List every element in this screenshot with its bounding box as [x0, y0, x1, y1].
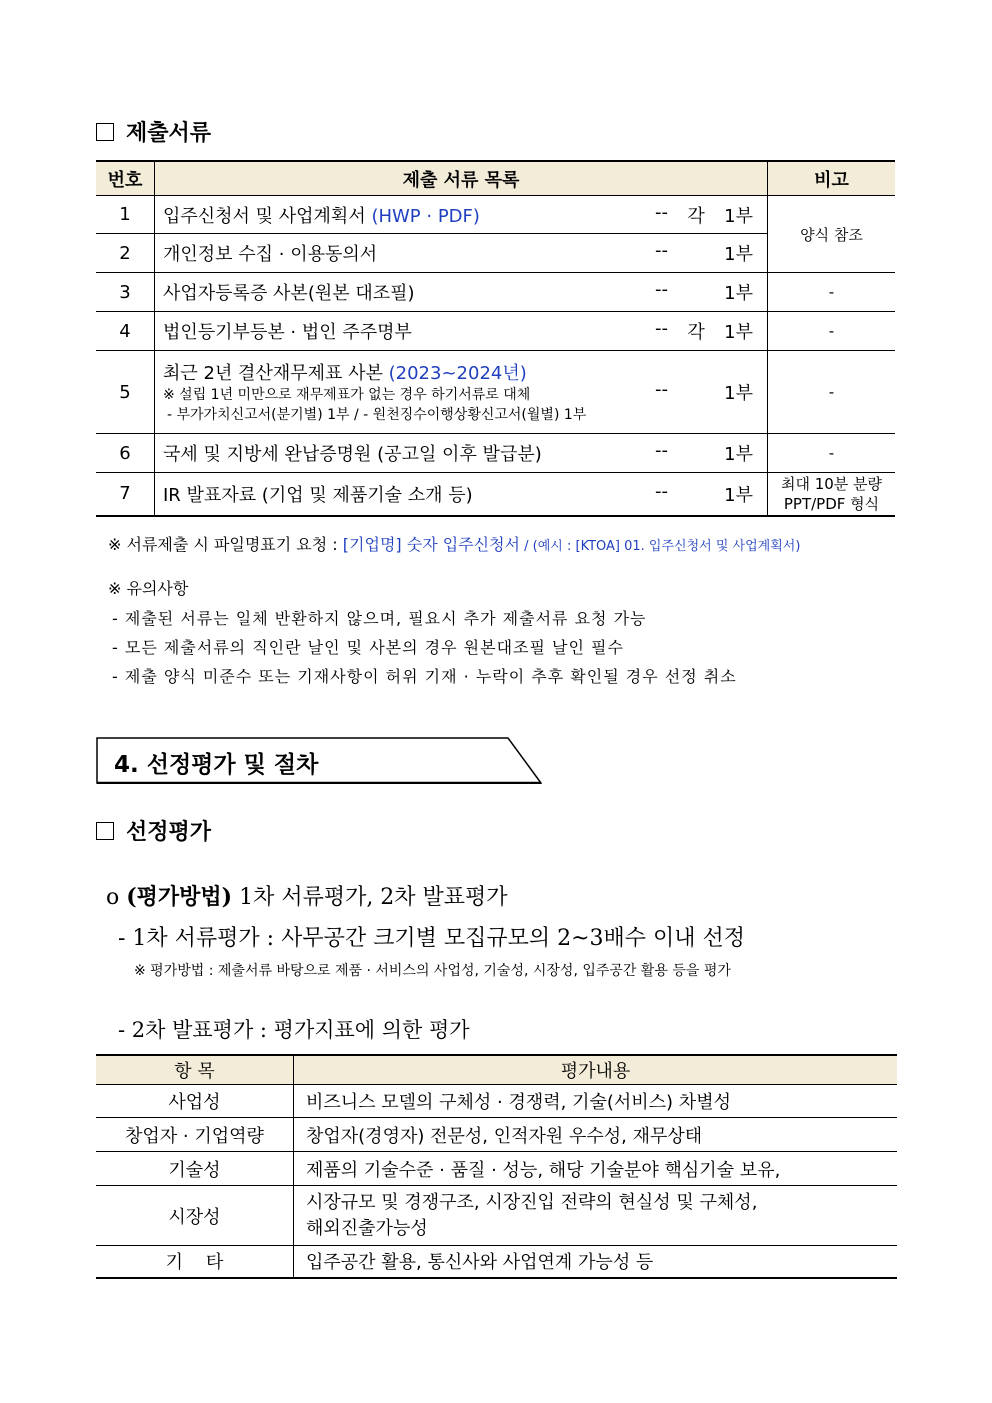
criteria-content: 비즈니스 모델의 구체성 · 경쟁력, 기술(서비스) 차별성 [294, 1085, 898, 1118]
document-period: (2023~2024년) [388, 363, 527, 384]
method-label: (평가방법) [126, 884, 233, 910]
filename-note-prefix: ※ 서류제출 시 파일명표기 요청 : [108, 535, 343, 554]
section-4-banner [96, 737, 542, 784]
submission-heading [96, 116, 211, 147]
row-remark: - [768, 273, 896, 312]
criteria-item: 기 타 [96, 1246, 294, 1278]
qty-prefix [693, 440, 699, 466]
row-number: 4 [96, 312, 155, 351]
caution-item: - 제출된 서류는 일체 반환하지 않으며, 필요시 추가 제출서류 요청 가능 [112, 609, 647, 628]
criteria-item: 사업성 [96, 1085, 294, 1118]
dash: -- [655, 379, 668, 400]
dash: -- [655, 240, 668, 261]
dash: -- [655, 480, 668, 502]
qty: 1부 [724, 283, 753, 304]
qty: 1부 [724, 244, 753, 265]
table-row [96, 312, 895, 351]
criteria-item: 시장성 [96, 1186, 294, 1246]
row-document [155, 273, 768, 312]
table-header-row [96, 161, 895, 196]
evaluation-criteria-table [96, 1054, 897, 1279]
qty-prefix: 각 [687, 322, 705, 343]
document-name: 법인등기부등본 · 법인 주주명부 [163, 322, 412, 343]
table-row [96, 1118, 897, 1152]
document-name: 입주신청서 및 사업계획서 [163, 205, 366, 227]
row-number: 5 [96, 351, 155, 434]
qty-prefix: 각 [687, 205, 705, 227]
caution-title: ※ 유의사항 [108, 579, 189, 598]
row-remark: - [768, 434, 896, 473]
filename-format: [기업명] 숫자 입주신청서 [342, 535, 521, 554]
section-4-title: 4. 선정평가 및 절차 [114, 752, 319, 778]
row-document [155, 434, 768, 473]
row-number: 6 [96, 434, 155, 473]
qty-prefix [693, 240, 699, 266]
qty: 1부 [724, 444, 753, 465]
header-content: 평가내용 [294, 1055, 898, 1085]
remark-line: PPT/PDF 형식 [783, 494, 880, 513]
document-name: 개인정보 수집 · 이용동의서 [163, 244, 378, 265]
row-number: 7 [96, 473, 155, 516]
filename-example: / (예시 : [KTOA] 01. 입주신청서 및 사업계획서) [520, 539, 801, 554]
qty-prefix [693, 379, 699, 405]
criteria-content: 창업자(경영자) 전문성, 인적자원 우수성, 재무상태 [294, 1118, 898, 1152]
row-number: 3 [96, 273, 155, 312]
method-text: 1차 서류평가, 2차 발표평가 [232, 885, 508, 910]
row-remark: 양식 참조 [768, 196, 896, 273]
header-documents: 제출 서류 목록 [155, 161, 768, 196]
header-item: 항 목 [96, 1055, 294, 1085]
document-substitute-items: - 부가가치신고서(분기별) 1부 / - 원천징수이행상황신고서(월별) 1부 [167, 407, 587, 423]
remark-line: 최대 10분 분량 [780, 474, 883, 493]
qty-prefix [693, 481, 699, 507]
table-row [96, 1246, 897, 1278]
evaluation-heading [96, 815, 211, 846]
checkbox-square-icon [96, 822, 114, 840]
header-remarks: 비고 [768, 161, 896, 196]
dash: -- [655, 201, 668, 223]
row-document [155, 234, 768, 273]
qty: 1부 [724, 322, 753, 343]
table-row [96, 273, 895, 312]
dash: -- [655, 318, 668, 339]
qty-prefix [693, 279, 699, 305]
criteria-content: 입주공간 활용, 통신사와 사업연계 가능성 등 [294, 1246, 898, 1278]
row-number: 1 [96, 196, 155, 234]
bullet: o [106, 885, 120, 910]
qty: 1부 [724, 205, 753, 227]
table-row [96, 351, 895, 434]
evaluation-method [106, 880, 508, 911]
evaluation-heading-text: 선정평가 [126, 819, 212, 845]
criteria-content-line: 해외진출가능성 [306, 1217, 428, 1239]
dash: -- [655, 440, 668, 461]
first-evaluation-note: ※ 평가방법 : 제출서류 바탕으로 제품 · 서비스의 사업성, 기술성, 시장성, 입주공간 활용 등을 평가 [134, 963, 731, 979]
filename-note [108, 532, 800, 555]
row-remark: - [768, 351, 896, 434]
criteria-content-line: 시장규모 및 경쟁구조, 시장진입 전략의 현실성 및 구체성, [306, 1191, 758, 1213]
table-row [96, 1152, 897, 1186]
qty: 1부 [724, 383, 753, 404]
document-name: 국세 및 지방세 완납증명원 (공고일 이후 발급분) [163, 444, 542, 465]
qty: 1부 [724, 484, 753, 506]
document-substitute-note: ※ 설립 1년 미만으로 재무제표가 없는 경우 하기서류로 대체 [163, 387, 531, 403]
dash: -- [655, 279, 668, 300]
table-header-row [96, 1055, 897, 1085]
table-row [96, 1186, 897, 1246]
document-name: IR 발표자료 (기업 및 제품기술 소개 등) [163, 484, 473, 506]
document-name: 사업자등록증 사본(원본 대조필) [163, 283, 415, 304]
row-number: 2 [96, 234, 155, 273]
criteria-content: 제품의 기술수준 · 품질 · 성능, 해당 기술분야 핵심기술 보유, [294, 1152, 898, 1186]
submission-documents-table [96, 160, 895, 517]
table-row [96, 473, 895, 516]
header-number: 번호 [96, 161, 155, 196]
row-document [155, 312, 768, 351]
criteria-item: 기술성 [96, 1152, 294, 1186]
table-row [96, 196, 895, 234]
row-remark: - [768, 312, 896, 351]
document-name: 최근 2년 결산재무제표 사본 [163, 363, 383, 384]
row-document [155, 196, 768, 234]
second-evaluation: - 2차 발표평가 : 평가지표에 의한 평가 [118, 1018, 470, 1042]
criteria-content [294, 1186, 898, 1246]
row-remark [768, 473, 896, 516]
caution-item: - 제출 양식 미준수 또는 기재사항이 허위 기재 · 누락이 추후 확인될 경우 선정 취소 [112, 667, 737, 686]
table-row [96, 434, 895, 473]
caution-item: - 모든 제출서류의 직인란 날인 및 사본의 경우 원본대조필 날인 필수 [112, 638, 624, 657]
criteria-item: 창업자 · 기업역량 [96, 1118, 294, 1152]
table-row [96, 1085, 897, 1118]
row-document [155, 473, 768, 516]
checkbox-square-icon [96, 123, 114, 141]
row-document [155, 351, 768, 434]
document-format: (HWP · PDF) [371, 205, 480, 227]
submission-heading-text: 제출서류 [126, 120, 212, 146]
first-evaluation: - 1차 서류평가 : 사무공간 크기별 모집규모의 2~3배수 이내 선정 [118, 926, 746, 951]
